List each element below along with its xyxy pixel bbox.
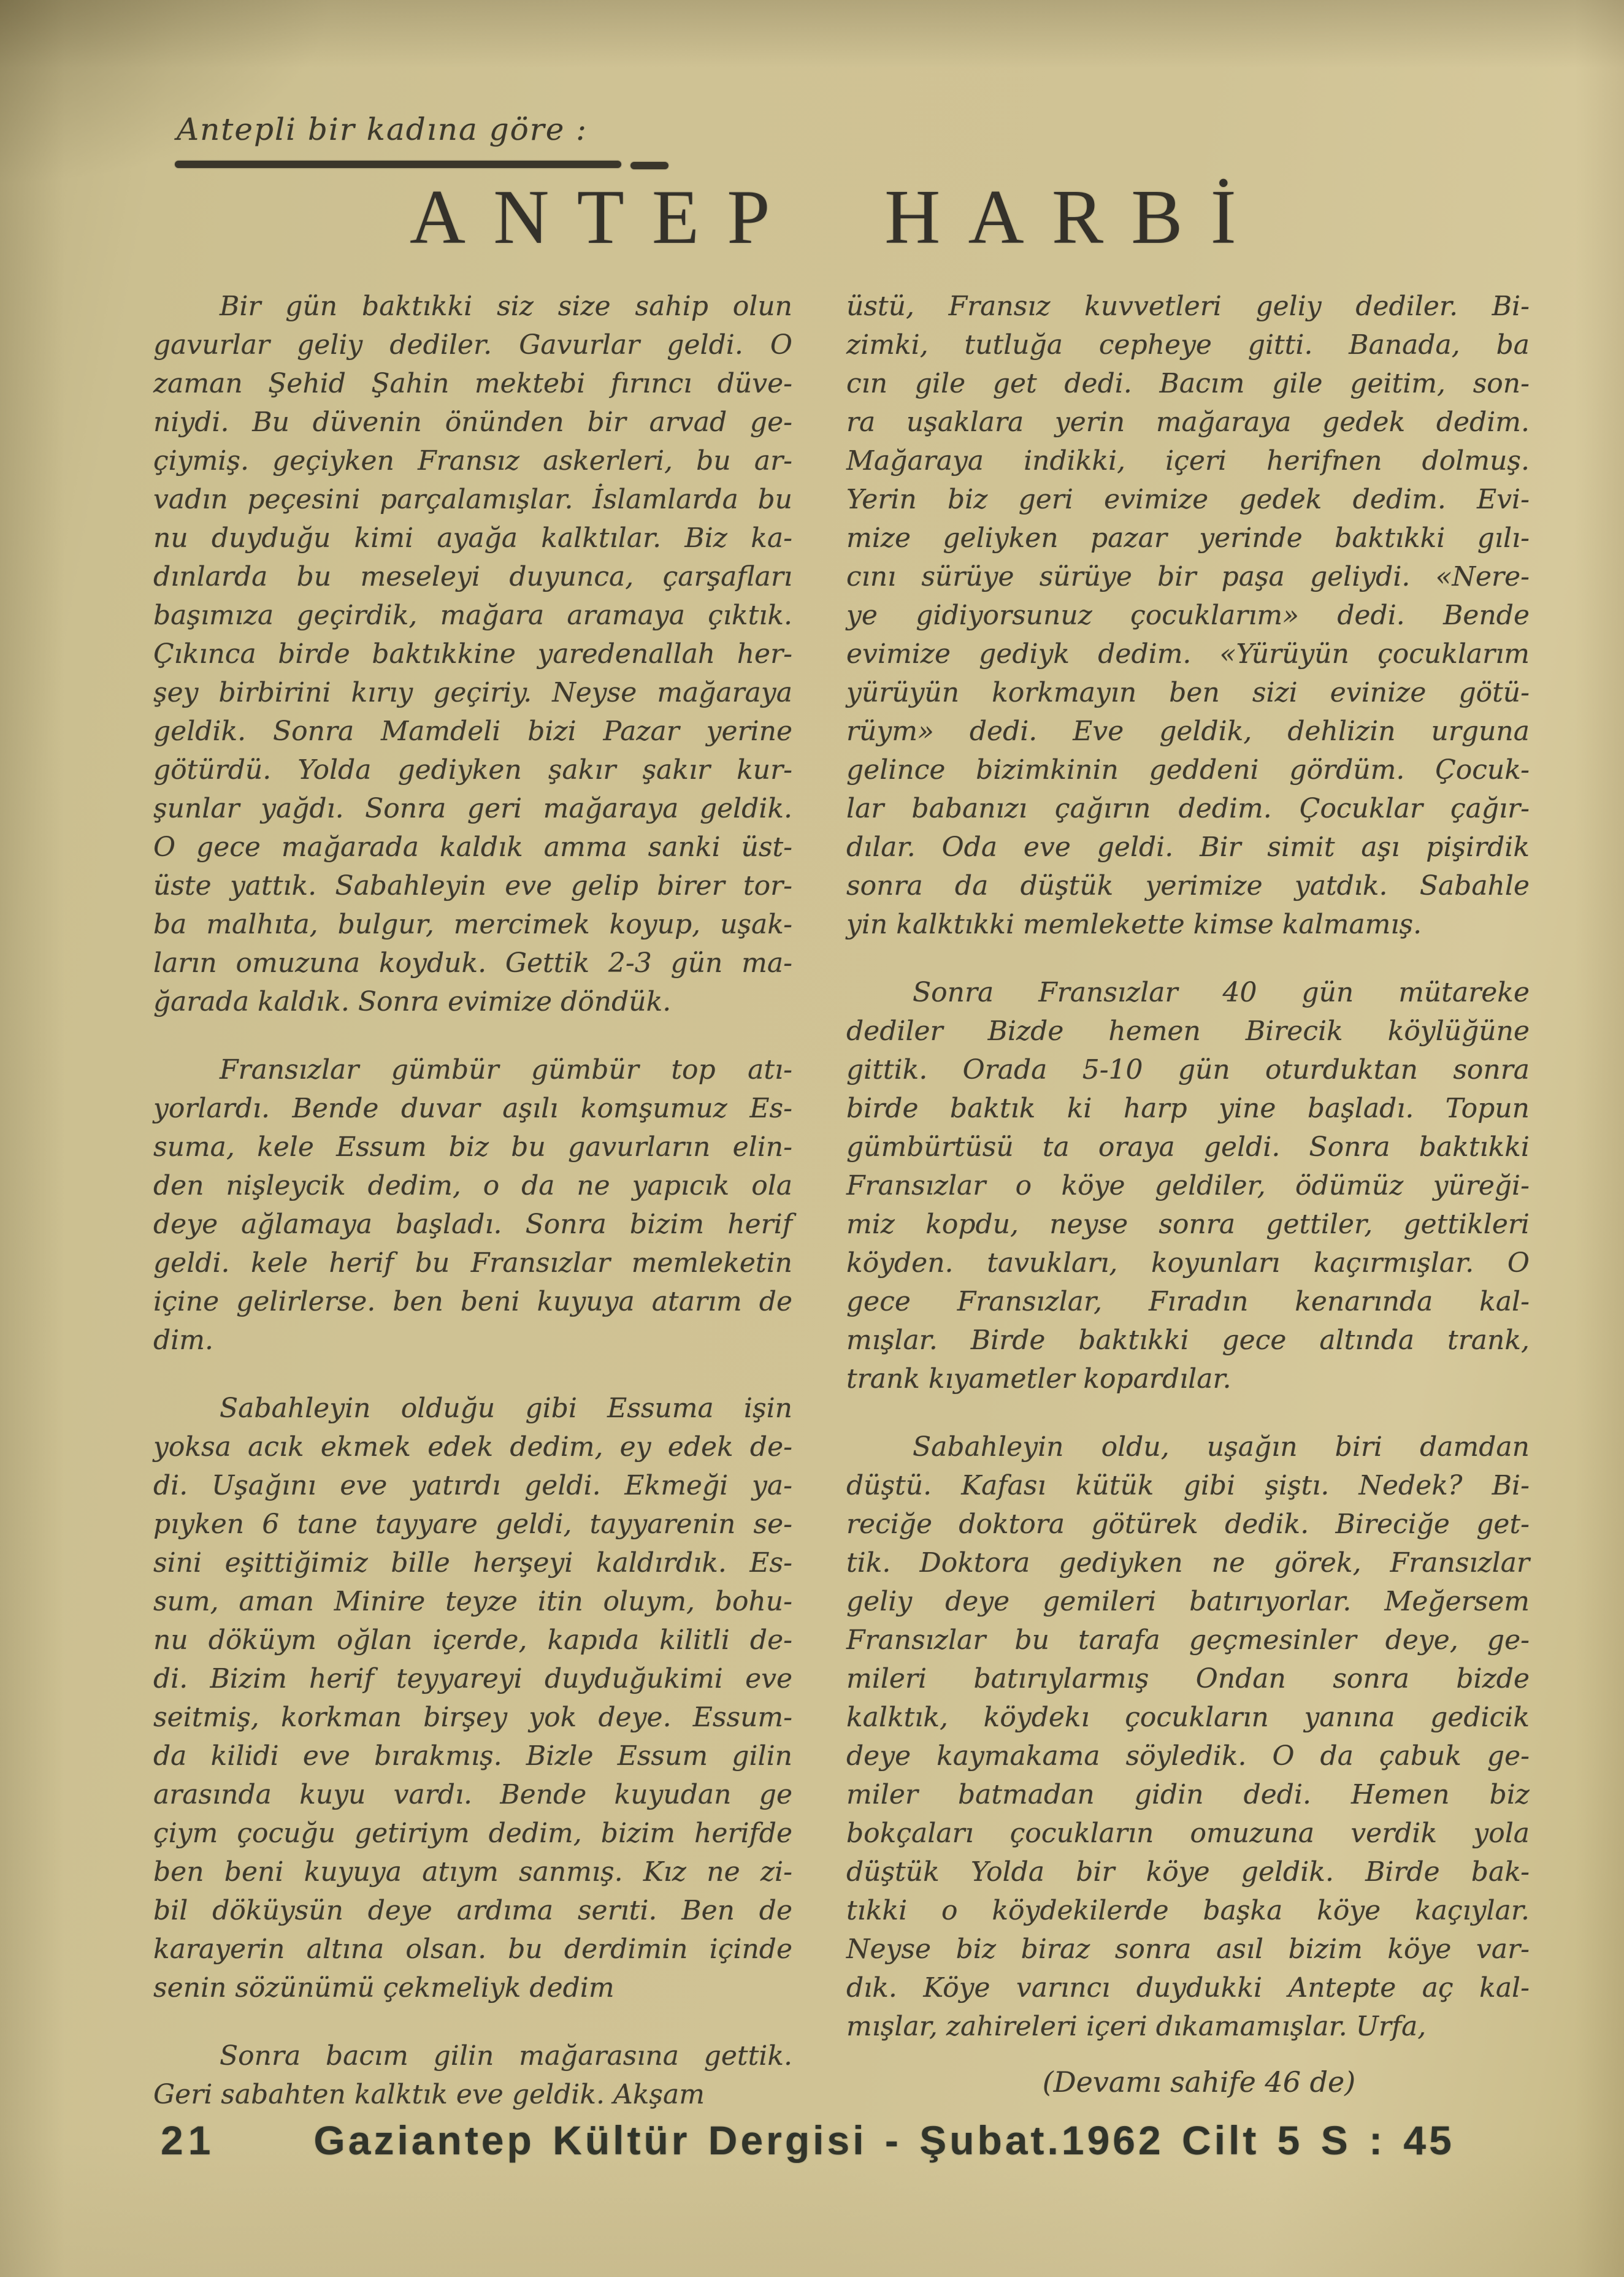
text-line: dık. Köye varıncı duydukki Antepte aç kal- (846, 1972, 1530, 2003)
text-line: bokçaları çocukların omuzuna verdik yola (846, 1818, 1530, 1849)
text-line: çiymiş. geçiyken Fransız askerleri, bu ar- (153, 445, 792, 476)
text-line: tıkki o köydekilerde başka köye kaçıylar. (846, 1895, 1530, 1926)
text-line: vadın peçesini parçalamışlar. İslamlarda bu (153, 484, 792, 515)
text-line: ben beni kuyuya atıym sanmış. Kız ne zi- (153, 1856, 792, 1888)
text-line: geliy deye gemileri batırıyorlar. Meğersem (846, 1586, 1530, 1617)
text-line: birde baktık ki harp yine başladı. Topun (846, 1093, 1530, 1124)
text-line: Sabahleyin olduğu gibi Essuma işin (220, 1393, 792, 1424)
text-line: da kilidi eve bırakmış. Bizle Essum gilin (153, 1740, 792, 1772)
text-line: geldik. Sonra Mamdeli bizi Pazar yerine (153, 716, 792, 747)
text-line: Sonra bacım gilin mağarasına gettik. (220, 2040, 792, 2072)
column-right (846, 287, 1530, 2114)
text-line: reciğe doktora götürek dedik. Bireciğe get- (846, 1509, 1530, 1540)
text-line: sum, aman Minire teyze itin oluym, bohu- (153, 1586, 792, 1617)
continuation-note: (Devamı sahife 46 de) (1042, 2065, 1356, 2099)
text-line: üste yattık. Sabahleyin eve gelip birer tor- (153, 870, 792, 901)
text-line: yorlardı. Bende duvar aşılı komşumuz Es- (153, 1093, 792, 1124)
text-line: geldi. kele herif bu Fransızlar memleketin (153, 1247, 792, 1279)
text-line: niydi. Bu düvenin önünden bir arvad ge- (153, 407, 792, 438)
text-line: Bir gün baktıkki siz size sahip olun (220, 291, 792, 322)
column-left (153, 287, 792, 2114)
text-line: deye ağlamaya başladı. Sonra bizim herif (153, 1209, 792, 1240)
text-line: üstü, Fransız kuvvetleri geliy dediler. Bi- (846, 291, 1530, 322)
text-line: evimize gediyk dedim. «Yürüyün çocuklarım (846, 638, 1530, 670)
text-line: dılar. Oda eve geldi. Bir simit aşı pişirdik (846, 832, 1530, 863)
paragraph (846, 1428, 1530, 2046)
text-line: gavurlar geliy dediler. Gavurlar geldi. O (153, 329, 792, 361)
text-line: gelince bizimkinin geddeni gördüm. Çocuk- (846, 754, 1530, 786)
kicker-underline-dash (630, 162, 668, 169)
text-line: arasında kuyu vardı. Bende kuyudan ge (153, 1779, 792, 1810)
paragraph (846, 287, 1530, 944)
text-line: sonra da düştük yerimize yatdık. Sabahle (846, 870, 1530, 901)
text-line: düştük Yolda bir köye geldik. Birde bak- (846, 1856, 1530, 1888)
page-footer (161, 2117, 1455, 2164)
text-line: götürdü. Yolda gediyken şakır şakır kur- (153, 754, 792, 786)
text-line: Yerin biz geri evimize gedek dedim. Evi- (846, 484, 1530, 515)
text-line: ra uşaklara yerin mağaraya gedek dedim. (846, 407, 1530, 438)
text-line: trank kıyametler kopardılar. (846, 1363, 1231, 1395)
text-line: Çıkınca birde baktıkkine yaredenallah her- (153, 638, 792, 670)
article-title: ANTEP HARBİ (410, 175, 1265, 260)
text-line: dim. (153, 1325, 213, 1356)
text-line: düştü. Kafası kütük gibi şiştı. Nedek? Bi- (846, 1470, 1530, 1501)
text-line: gece Fransızlar, Fıradın kenarında kal- (846, 1286, 1530, 1317)
text-line: zimki, tutluğa cepheye gitti. Banada, ba (846, 329, 1530, 361)
text-line: başımıza geçirdik, mağara aramaya çıktık. (153, 600, 792, 631)
text-line: gittik. Orada 5-10 gün oturduktan sonra (846, 1054, 1530, 1085)
paragraph (846, 973, 1530, 1398)
text-line: tik. Doktora gediyken ne görek, Fransızlar (846, 1547, 1530, 1579)
paragraph (153, 287, 792, 1021)
text-line: rüym» dedi. Eve geldik, dehlizin urguna (846, 716, 1530, 747)
text-line: mışlar, zahireleri içeri dıkamamışlar. Urfa, (846, 2011, 1427, 2042)
article-kicker: Antepli bir kadına göre : (177, 112, 588, 147)
text-line: ye gidiyorsunuz çocuklarım» dedi. Bende (846, 600, 1530, 631)
text-line: lar babanızı çağırın dedim. Çocuklar çağır- (846, 793, 1530, 824)
text-line: dınlarda bu meseleyi duyunca, çarşafları (153, 561, 792, 592)
text-line: şunlar yağdı. Sonra geri mağaraya geldik. (153, 793, 792, 824)
text-line: miz kopdu, neyse sonra gettiler, gettikleri (846, 1209, 1530, 1240)
text-line: mışlar. Birde baktıkki gece altında trank, (846, 1325, 1530, 1356)
text-line: çiym çocuğu getiriym dedim, bizim herifde (153, 1818, 792, 1849)
text-line: di. Uşağını eve yatırdı geldi. Ekmeği ya- (153, 1470, 792, 1501)
text-line: Fransızlar bu tarafa geçmesinler deye, ge- (846, 1625, 1530, 1656)
text-line: cın gile get dedi. Bacım gile geitim, son- (846, 368, 1530, 399)
text-line: pıyken 6 tane tayyare geldi, tayyarenin se- (153, 1509, 792, 1540)
page-number: 21 (161, 2118, 216, 2163)
text-line: nu duyduğu kimi ayağa kalktılar. Biz ka- (153, 522, 792, 554)
text-line: sini eşittiğimiz bille herşeyi kaldırdık. Es- (153, 1547, 792, 1579)
text-line: suma, kele Essum biz bu gavurların elin- (153, 1131, 792, 1163)
text-line: ğarada kaldık. Sonra evimize döndük. (153, 986, 672, 1017)
kicker-underline (175, 161, 621, 168)
text-line: seitmiş, korkman birşey yok deye. Essum- (153, 1702, 792, 1733)
text-line: bil döküysün deye ardıma serıti. Ben de (153, 1895, 792, 1926)
text-line: O gece mağarada kaldık amma sanki üst- (153, 832, 792, 863)
text-line: Sonra Fransızlar 40 gün mütareke (913, 977, 1530, 1008)
paragraph (153, 2037, 792, 2114)
paragraph (153, 1050, 792, 1360)
text-line: mize geliyken pazar yerinde baktıkki gılı- (846, 522, 1530, 554)
text-line: Neyse biz biraz sonra asıl bizim köye var- (846, 1934, 1530, 1965)
text-line: yoksa acık ekmek edek dedim, ey edek de- (153, 1431, 792, 1463)
text-line: yin kalktıkki memlekette kimse kalmamış. (846, 909, 1422, 940)
paragraph (153, 1389, 792, 2007)
text-line: Fransızlar o köye geldiler, ödümüz yüreği- (846, 1170, 1530, 1201)
text-line: köyden. tavukları, koyunları kaçırmışlar. O (846, 1247, 1530, 1279)
text-line: şey birbirini kırıy geçiriy. Neyse mağaraya (153, 677, 792, 708)
text-line: miler batmadan gidin dedi. Hemen biz (846, 1779, 1530, 1810)
text-line: Geri sabahten kalktık eve geldik. Akşam (153, 2079, 705, 2110)
text-line: nu döküym oğlan içerde, kapıda kilitli de- (153, 1625, 792, 1656)
text-line: zaman Şehid Şahin mektebi fırıncı düve- (153, 368, 792, 399)
text-line: den nişleycik dedim, o da ne yapıcık ola (153, 1170, 792, 1201)
text-line: Fransızlar gümbür gümbür top atı- (220, 1054, 792, 1085)
text-line: gümbürtüsü ta oraya geldi. Sonra baktıkki (846, 1131, 1530, 1163)
text-line: dediler Bizde hemen Birecik köylüğüne (846, 1016, 1530, 1047)
text-line: ba malhıta, bulgur, mercimek koyup, uşak- (153, 909, 792, 940)
text-line: Mağaraya indikki, içeri herifnen dolmuş. (846, 445, 1530, 476)
journal-line: Gaziantep Kültür Dergisi - Şubat.1962 Cilt 5 S : 45 (313, 2118, 1455, 2163)
text-line: Sabahleyin oldu, uşağın biri damdan (913, 1431, 1530, 1463)
text-line: kalktık, köydekı çocukların yanına gedicik (846, 1702, 1530, 1733)
text-line: di. Bizim herif teyyareyi duyduğukimi eve (153, 1663, 792, 1694)
text-line: ların omuzuna koyduk. Gettik 2-3 gün ma- (153, 947, 792, 979)
text-line: karayerin altına olsan. bu derdimin içinde (153, 1934, 792, 1965)
text-line: cını sürüye sürüye bir paşa geliydi. «Nere- (846, 561, 1530, 592)
text-line: deye kaymakama söyledik. O da çabuk ge- (846, 1740, 1530, 1772)
text-line: mileri batırıylarmış Ondan sonra bizde (846, 1663, 1530, 1694)
text-line: içine gelirlerse. ben beni kuyuya atarım de (153, 1286, 792, 1317)
text-line: senin sözünümü çekmeliyk dedim (153, 1972, 615, 2003)
text-line: yürüyün korkmayın ben sizi evinize götü- (846, 677, 1530, 708)
article-body (153, 287, 1530, 2114)
